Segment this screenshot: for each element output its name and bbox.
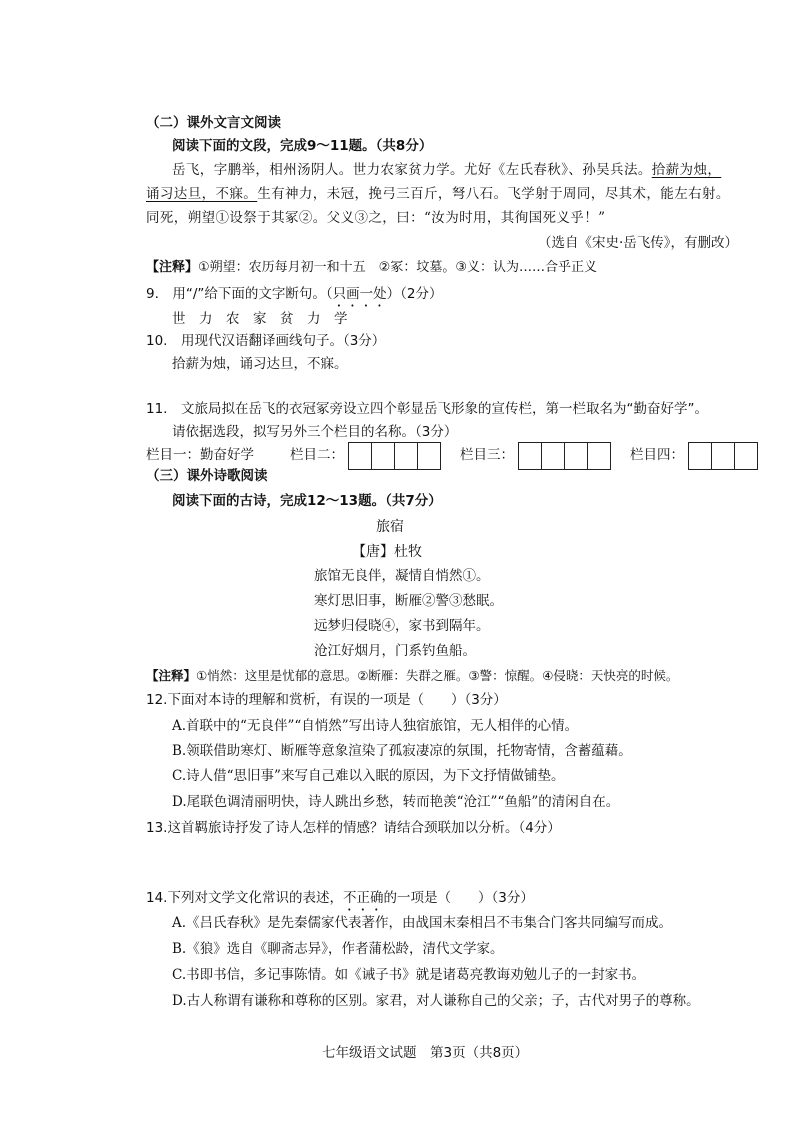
emphasis-text: 只画一处 [332,286,387,302]
question-10-stem: 10. 用现代汉语翻译画线句子。（3分） [146,333,386,349]
note-label: 【注释】 [146,260,199,275]
question-11-stem-1: 11. 文旅局拟在岳飞的衣冠冢旁设立四个彰显岳飞形象的宣传栏，第一栏取名为“勤奋好学”。 [146,401,708,417]
poem-line-4: 沧江好烟月，门系钓鱼船。 [314,643,476,659]
passage-line-1 [172,160,721,180]
poetry-notes [146,666,678,686]
passage-line-2 [146,184,730,204]
note-text: ①朔望：农历每月初一和十五 ②冢：坟墓。③义：认为……合乎正义 [198,260,597,275]
column-4-label: 栏目四： [630,447,684,463]
question-14-option-a: A.《吕氏春秋》是先秦儒家代表著作，由战国末秦相吕不韦集合门客共同编写而成。 [172,915,673,931]
column-1-label: 栏目一：勤奋好学 [146,447,254,463]
column-2-answer-boxes[interactable] [348,442,441,470]
question-11-stem-2: 请依据选段，拟写另外三个栏目的名称。（3分） [172,424,458,440]
question-14-option-d: D.古人称谓有谦称和尊称的区别。家君，对人谦称自己的父亲；子，古代对男子的尊称。 [172,993,700,1009]
question-text: 14.下列对文学文化常识的表述， [146,890,343,906]
question-12-option-d: D.尾联色调清丽明快，诗人跳出乡愁，转而艳羡“沧江”“鱼船”的清闲自在。 [172,794,620,810]
question-text: ）（2分） [386,286,443,302]
question-14-option-c: C.书即书信，多记事陈情。如《诫子书》就是诸葛亮教诲劝勉儿子的一封家书。 [172,967,646,983]
question-12-stem: 12.下面对本诗的理解和赏析，有误的一项是（ ）（3分） [146,692,507,708]
poem-line-2: 寒灯思旧事，断雁②警③愁眠。 [314,593,503,609]
question-text: 9. 用“/”给下面的文字断句。（ [146,286,333,302]
passage-line-3: 同死，朔望①设祭于其冢②。父义③之，曰：“汝为时用，其徇国死义乎！” [146,210,606,226]
emphasis-text: 不正确 [342,890,384,906]
question-12-option-a: A.首联中的“无良伴”“自悄然”写出诗人独宿旅馆，无人相伴的心情。 [172,718,579,734]
question-12-option-b: B.领联借助寒灯、断雁等意象渲染了孤寂凄凉的氛围，托物寄情，含蓄蕴藉。 [172,743,632,759]
section-heading-poetry: （三）课外诗歌阅读 [146,468,268,484]
underlined-sentence: 拾薪为烛， [651,162,722,178]
passage-text: 生有神力，未冠，挽弓三百斤，弩八石。飞学射于周同，尽其术，能左右射。 [257,186,730,202]
question-14-stem [146,888,534,914]
note-text: ①悄然：这里是忧郁的意思。②断雁：失群之雁。③警：惊醒。④侵晓：天快亮的时候。 [196,668,679,683]
column-2-label: 栏目二： [290,447,344,463]
poem-title: 旅宿 [376,519,404,535]
section-intro-poetry: 阅读下面的古诗，完成12～13题。（共7分） [172,493,442,509]
column-3 [460,440,611,470]
section-heading-classical: （二）课外文言文阅读 [146,115,281,131]
section-intro-classical: 阅读下面的文段，完成9～11题。（共8分） [172,138,433,154]
note-label: 【注释】 [146,668,197,683]
classical-notes [146,258,597,278]
question-10-text: 拾薪为烛，诵习达旦，不寐。 [172,356,348,372]
column-2 [290,440,441,470]
question-14-option-b: B.《狼》选自《聊斋志异》，作者蒲松龄，清代文学家。 [172,941,504,957]
passage-text: 岳飞，字鹏举，相州汤阴人。世力农家贫力学。尤好《左氏春秋》、孙吴兵法。 [172,162,652,178]
poem-line-3: 远梦归侵晓④，家书到隔年。 [314,618,490,634]
poem-author: 【唐】杜牧 [352,544,422,560]
column-3-label: 栏目三： [460,447,514,463]
question-13-stem: 13.这首羁旅诗抒发了诗人怎样的情感？请结合颈联加以分析。（4分） [146,820,561,836]
question-text: 的一项是（ ）（3分） [383,890,534,906]
poem-line-1: 旅馆无良伴，凝情自悄然①。 [314,568,490,584]
column-3-answer-boxes[interactable] [518,442,611,470]
question-9-text: 世 力 农 家 贫 力 学 [172,311,348,327]
page-footer: 七年级语文试题 第3页（共8页） [322,1045,529,1061]
question-12-option-c: C.诗人借“思旧事”来写自己难以入眠的原因，为下文抒情做铺垫。 [172,768,565,784]
column-4 [630,440,758,470]
passage-source: （选自《宋史·岳飞传》，有删改） [538,235,739,251]
column-4-answer-boxes[interactable] [688,442,758,470]
underlined-sentence: 诵习达旦，不寐。 [146,186,258,202]
question-9-stem [146,284,443,310]
